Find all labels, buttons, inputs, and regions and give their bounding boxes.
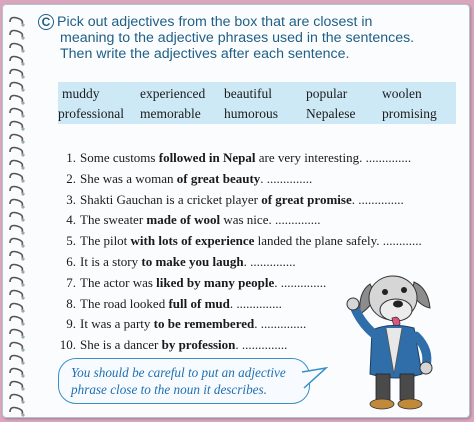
spiral-hole bbox=[21, 166, 24, 169]
instruction-line-3: Then write the adjectives after each sentence. bbox=[60, 46, 350, 62]
adjective-phrase: with lots of experience bbox=[130, 233, 255, 249]
sentence-number: 9. bbox=[66, 316, 76, 332]
spiral-hole bbox=[21, 361, 24, 364]
spiral-hole bbox=[21, 374, 24, 377]
exercise-letter-badge: C bbox=[38, 14, 54, 30]
adjective-phrase: of great promise bbox=[261, 191, 352, 207]
sentence-number: 4. bbox=[66, 212, 76, 228]
spiral-hole bbox=[21, 140, 24, 143]
tip-line-2: phrase close to the noun it describes. bbox=[71, 382, 267, 397]
spiral-ring bbox=[10, 304, 22, 311]
spiral-ring bbox=[10, 122, 22, 129]
sentence-number: 2. bbox=[66, 170, 76, 186]
spiral-hole bbox=[21, 101, 24, 104]
spiral-hole bbox=[21, 49, 24, 52]
spiral-hole bbox=[21, 413, 24, 416]
sentence-number: 1. bbox=[66, 150, 76, 165]
spiral-hole bbox=[21, 205, 24, 208]
spiral-ring bbox=[10, 70, 22, 77]
tip-line-1: You should be careful to put an adjective bbox=[71, 365, 286, 380]
sentence-4: 4. The sweater made of wool was nice. .............. bbox=[54, 212, 464, 233]
spiral-hole bbox=[21, 387, 24, 390]
sentence-number: 6. bbox=[66, 253, 76, 269]
spiral-ring bbox=[10, 408, 22, 415]
spiral-hole bbox=[21, 75, 24, 78]
spiral-hole bbox=[21, 400, 24, 403]
spiral-hole bbox=[21, 244, 24, 247]
spiral-ring bbox=[10, 395, 22, 402]
spiral-ring bbox=[10, 356, 22, 363]
spiral-ring bbox=[10, 161, 22, 168]
sentence-5: 5. The pilot with lots of experience landed the plane safely. ............ bbox=[54, 233, 464, 254]
spiral-hole bbox=[21, 257, 24, 260]
sentence-3: 3. Shakti Gauchan is a cricket player of great promise. .............. bbox=[54, 192, 464, 213]
sentence-number: 3. bbox=[66, 191, 76, 207]
spiral-hole bbox=[21, 62, 24, 65]
spiral-ring bbox=[10, 57, 22, 64]
sentence-7: 7. The actor was liked by many people. .............. bbox=[54, 275, 464, 296]
spiral-ring bbox=[10, 317, 22, 324]
word-promising: promising bbox=[382, 106, 437, 121]
sentence-8: 8. The road looked full of mud. .............. bbox=[54, 296, 464, 317]
word-muddy: muddy bbox=[62, 86, 100, 101]
spiral-ring bbox=[10, 369, 22, 376]
instruction-line-2: meaning to the adjective phrases used in the sentences. bbox=[60, 30, 415, 46]
spiral-ring bbox=[10, 31, 22, 38]
sentence-9: 9. It was a party to be remembered. .............. bbox=[54, 316, 464, 337]
spiral-ring bbox=[10, 343, 22, 350]
word-popular: popular bbox=[306, 86, 348, 101]
spiral-hole bbox=[21, 88, 24, 91]
spiral-ring bbox=[10, 291, 22, 298]
spiral-ring bbox=[10, 109, 22, 116]
word-memorable: memorable bbox=[140, 106, 201, 121]
spiral-hole bbox=[21, 153, 24, 156]
spiral-hole bbox=[21, 296, 24, 299]
sentence-10: 10. She is a dancer by profession. .............. bbox=[54, 337, 464, 358]
spiral-hole bbox=[21, 127, 24, 130]
spiral-binding bbox=[6, 13, 28, 417]
spiral-ring bbox=[10, 83, 22, 90]
spiral-hole bbox=[21, 192, 24, 195]
spiral-rings-icon bbox=[6, 13, 28, 417]
spiral-ring bbox=[10, 44, 22, 51]
adjective-phrase: of great beauty bbox=[176, 170, 261, 186]
word-professional: professional bbox=[58, 106, 124, 121]
spiral-hole bbox=[21, 23, 24, 26]
instruction-line-1: C Pick out adjectives from the box that are closest in bbox=[38, 14, 458, 30]
adjective-phrase: to make you laugh bbox=[141, 253, 244, 269]
adjective-phrase: full of mud bbox=[168, 295, 230, 311]
spiral-ring bbox=[10, 252, 22, 259]
spiral-ring bbox=[10, 382, 22, 389]
adjective-phrase: liked by many people bbox=[156, 274, 275, 290]
cartoon-dog-mascot-icon bbox=[330, 262, 460, 412]
spiral-ring bbox=[10, 135, 22, 142]
exercise-instruction bbox=[38, 14, 458, 62]
sentence-number: 8. bbox=[66, 295, 76, 311]
spiral-ring bbox=[10, 265, 22, 272]
adjective-word-box bbox=[58, 82, 456, 124]
spiral-hole bbox=[21, 231, 24, 234]
spiral-ring bbox=[10, 213, 22, 220]
spiral-hole bbox=[21, 335, 24, 338]
adjective-phrase: by profession bbox=[161, 337, 236, 353]
spiral-hole bbox=[21, 218, 24, 221]
spiral-hole bbox=[21, 36, 24, 39]
sentence-number: 10. bbox=[59, 337, 76, 353]
spiral-ring bbox=[10, 278, 22, 285]
spiral-ring bbox=[10, 187, 22, 194]
sentence-number: 5. bbox=[66, 233, 76, 249]
word-nepalese: Nepalese bbox=[306, 106, 356, 121]
spiral-ring bbox=[10, 226, 22, 233]
word-woolen: woolen bbox=[382, 86, 422, 101]
spiral-hole bbox=[21, 322, 24, 325]
spiral-hole bbox=[21, 179, 24, 182]
spiral-ring bbox=[10, 18, 22, 25]
adjective-phrase: to be remembered bbox=[153, 316, 255, 332]
spiral-ring bbox=[10, 174, 22, 181]
speech-bubble-tail-icon bbox=[300, 366, 328, 392]
spiral-hole bbox=[21, 114, 24, 117]
spiral-ring bbox=[10, 148, 22, 155]
spiral-hole bbox=[21, 309, 24, 312]
sentence-2: 2. She was a woman of great beauty. .............. bbox=[54, 171, 464, 192]
adjective-phrase: followed in Nepal bbox=[158, 150, 256, 165]
spiral-ring bbox=[10, 239, 22, 246]
sentence-number: 7. bbox=[66, 274, 76, 290]
spiral-ring bbox=[10, 96, 22, 103]
word-beautiful: beautiful bbox=[224, 86, 272, 101]
adjective-phrase: made of wool bbox=[146, 212, 221, 228]
spiral-hole bbox=[21, 348, 24, 351]
sentence-1: 1. Some customs followed in Nepal are very interesting. .............. bbox=[54, 150, 464, 171]
spiral-hole bbox=[21, 283, 24, 286]
word-humorous: humorous bbox=[224, 106, 278, 121]
tip-speech-bubble bbox=[58, 358, 310, 404]
spiral-ring bbox=[10, 200, 22, 207]
spiral-ring bbox=[10, 330, 22, 337]
sentence-6: 6. It is a story to make you laugh. .............. bbox=[54, 254, 464, 275]
spiral-hole bbox=[21, 270, 24, 273]
word-experienced: experienced bbox=[140, 86, 206, 101]
